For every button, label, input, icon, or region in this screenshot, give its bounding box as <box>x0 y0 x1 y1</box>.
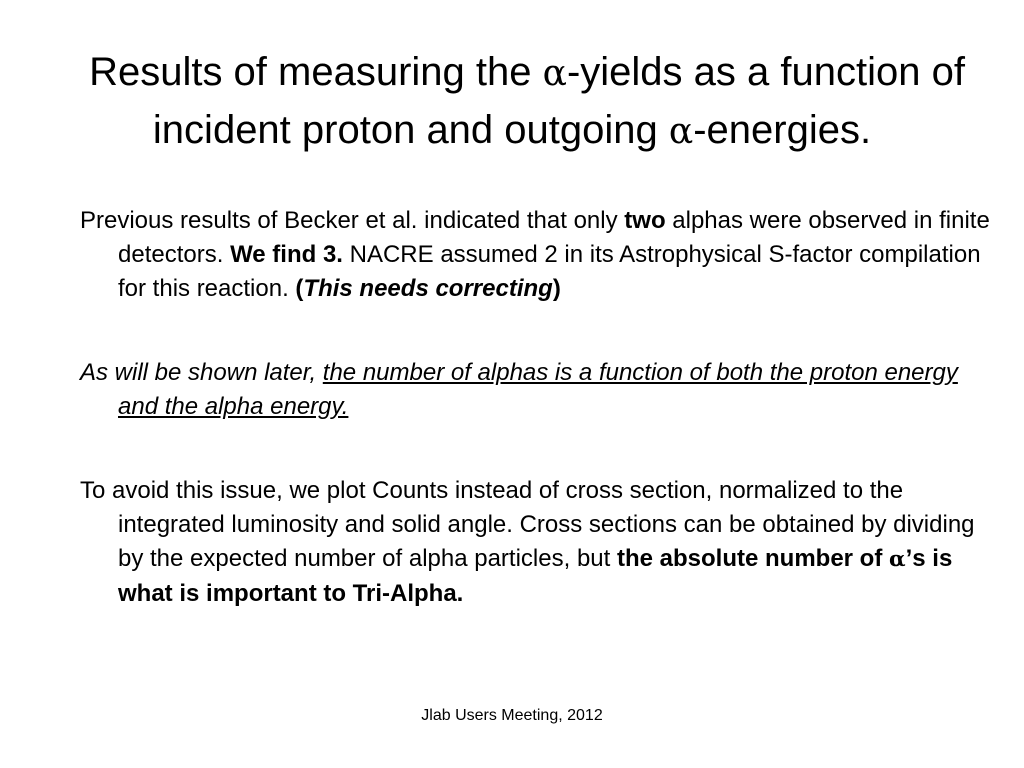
para3-text-1: To avoid this issue, we plot Counts instead of cross section, normalized to the integrated luminosity and solid angle. Cross sections can be obtained by dividing by the expected number of alpha particles, but <box>80 477 975 572</box>
para1-paren-close: ) <box>552 275 561 302</box>
title-line1-pre: Results of measuring the <box>89 50 543 94</box>
alpha-symbol: α <box>889 547 906 572</box>
para1-bold-note <box>295 275 560 302</box>
alpha-symbol: α <box>542 53 567 94</box>
title-line2-post: -energies. <box>693 108 872 152</box>
paragraph-previous-results <box>80 204 1000 306</box>
para3-bold-1: the absolute number of <box>616 545 889 572</box>
para1-bold-two: two <box>624 207 666 234</box>
title-line1-post: -yields as a function of <box>566 50 965 94</box>
para3-bold-2: ’s is what is important to Tri-Alpha. <box>118 545 953 607</box>
paragraph-counts <box>80 474 1000 611</box>
para1-bold-we-find: We find 3. <box>230 241 343 268</box>
slide-title <box>0 44 1024 160</box>
para2-italic: As will be shown later, <box>80 359 323 386</box>
para1-bold-italic: This needs correcting <box>303 275 553 302</box>
para1-text-3: NACRE assumed 2 in its Astrophysical S-factor compilation for this reaction. <box>118 241 981 302</box>
alpha-symbol: α <box>668 111 694 152</box>
para1-text-2: alphas were observed in finite detectors. <box>118 207 990 268</box>
paragraph-alpha-function <box>80 356 1000 424</box>
para2-underlined: the number of alphas is a function of both the proton energy and the alpha energy. <box>118 359 958 420</box>
title-line-2 <box>0 102 1024 160</box>
para1-paren-open: ( <box>295 275 304 302</box>
footer-text: Jlab Users Meeting, 2012 <box>421 707 603 724</box>
para1-text-1: Previous results of Becker et al. indicated that only <box>80 207 625 234</box>
title-line2-pre: incident proton and outgoing <box>152 108 669 152</box>
slide-body <box>80 204 1000 611</box>
title-line-1 <box>15 44 1024 102</box>
